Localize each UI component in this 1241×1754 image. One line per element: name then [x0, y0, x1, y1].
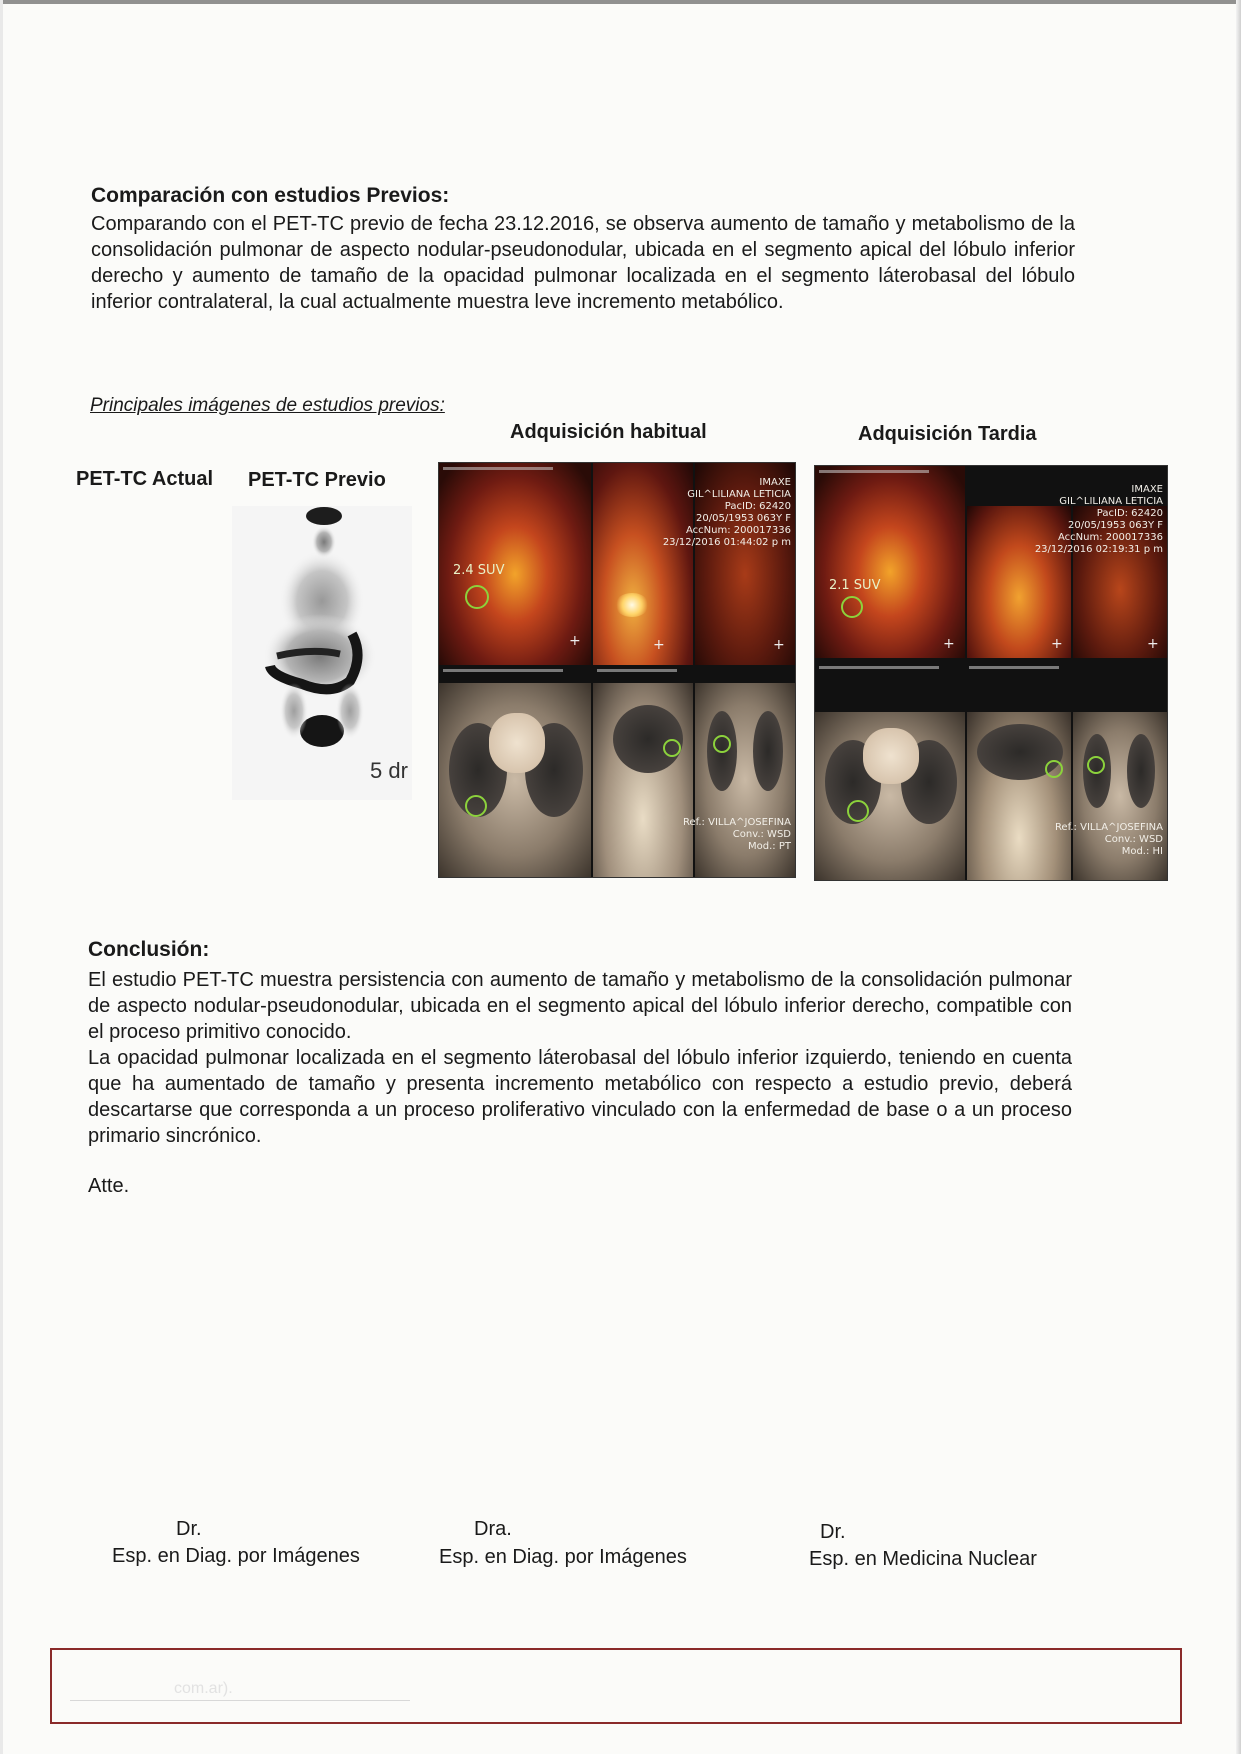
mip-figure: [232, 506, 412, 800]
overlay-line: Mod.: PT: [748, 841, 791, 852]
comparison-heading: Comparación con estudios Previos:: [91, 184, 450, 207]
whole-body-mip-image: [232, 506, 412, 800]
overlay-line: 23/12/2016 02:19:31 p m: [1034, 544, 1163, 555]
signature-title: Dr.: [820, 1521, 846, 1543]
header-text-strip: [969, 666, 1059, 669]
patient-overlay: [1035, 484, 1163, 556]
suv-label: 2.1 SUV: [829, 578, 881, 593]
label-previo: PET-TC Previo: [248, 469, 386, 491]
roi-circle: [465, 795, 487, 817]
crosshair-icon: +: [1051, 636, 1063, 652]
roi-circle: [663, 739, 681, 757]
header-text-strip: [443, 467, 553, 470]
signature-role: Esp. en Diag. por Imágenes: [439, 1546, 687, 1568]
overlay-line: AccNum: 200017336: [685, 525, 791, 536]
ct-axial-image: [439, 683, 591, 877]
heart-region: [863, 728, 919, 784]
roi-circle: [1087, 756, 1105, 774]
signature-role: Esp. en Diag. por Imágenes: [112, 1545, 360, 1567]
signature-role: Esp. en Medicina Nuclear: [809, 1548, 1037, 1570]
hotspot-mark: [615, 593, 649, 617]
crosshair-icon: +: [943, 636, 955, 652]
suv-label: 2.4 SUV: [453, 563, 505, 578]
footer-text: com.ar).: [174, 1680, 233, 1697]
crosshair-icon: +: [653, 637, 665, 653]
signature-title: Dr.: [176, 1518, 202, 1540]
overlay-line: Ref.: VILLA^JOSEFINA: [682, 817, 791, 828]
overlay-line: Ref.: VILLA^JOSEFINA: [1054, 822, 1163, 833]
roi-circle: [841, 596, 863, 618]
header-text-strip: [819, 666, 939, 669]
conclusion-paragraph: La opacidad pulmonar localizada en el segmento láterobasal del lóbulo inferior izquierdo, teniendo en cuenta que ha aumentado de tamaño y presenta incremento metabólico con respecto a estudio previo, deberá descartarse que corresponda a un proceso proliferativo vinculado con la enfermedad de base o a un proceso primario sincrónico.: [88, 1047, 1072, 1147]
overlay-line: IMAXE: [1131, 484, 1163, 495]
heart-region: [489, 713, 545, 773]
overlay-line: IMAXE: [759, 477, 791, 488]
label-tardia: Adquisición Tardia: [858, 423, 1037, 445]
crosshair-icon: +: [569, 633, 581, 649]
signature-title: Dra.: [474, 1518, 512, 1540]
referral-overlay: [683, 817, 791, 853]
comparison-text: [91, 211, 1075, 315]
referral-overlay: [1055, 822, 1163, 858]
overlay-line: GIL^LILIANA LETICIA: [1059, 496, 1163, 507]
crosshair-icon: +: [1147, 636, 1159, 652]
label-habitual: Adquisición habitual: [510, 421, 707, 443]
petct-panel-habitual: [438, 462, 796, 878]
conclusion-heading: Conclusión:: [88, 938, 210, 961]
ct-axial-image: [815, 712, 965, 880]
pet-axial-image: [815, 466, 965, 658]
header-text-strip: [443, 669, 563, 672]
conclusion-text: [88, 967, 1072, 1149]
overlay-line: PacID: 62420: [1096, 508, 1163, 519]
crosshair-icon: +: [773, 637, 785, 653]
roi-circle: [465, 585, 489, 609]
page-edge: [0, 0, 3, 1754]
roi-circle: [847, 800, 869, 822]
overlay-line: PacID: 62420: [724, 501, 791, 512]
overlay-line: AccNum: 200017336: [1057, 532, 1163, 543]
lung-right: [753, 711, 783, 791]
patient-overlay: [663, 477, 791, 549]
roi-circle: [1045, 760, 1063, 778]
overlay-line: Conv.: WSD: [1104, 834, 1163, 845]
overlay-line: Mod.: HI: [1121, 846, 1163, 857]
images-subheading: Principales imágenes de estudios previos:: [90, 395, 445, 416]
page-edge: [1236, 0, 1241, 1754]
overlay-line: 20/05/1953 063Y F: [696, 513, 791, 524]
lung-right: [1127, 734, 1155, 808]
page-edge: [0, 0, 1241, 4]
overlay-line: 23/12/2016 01:44:02 p m: [662, 537, 791, 548]
header-text-strip: [597, 669, 677, 672]
petct-panel-tardia: [814, 465, 1168, 881]
comparison-paragraph: Comparando con el PET-TC previo de fecha 23.12.2016, se observa aumento de tamaño y metabolismo de la consolidación pulmonar de aspecto nodular-pseudonodular, ubicada en el segmento apical del lóbulo inferior derecho y aumento de tamaño de la opacidad pulmonar localizada en el segmento láterobasal del lóbulo inferior contralateral, la cual actualmente muestra leve incremento metabólico.: [91, 213, 1075, 313]
header-text-strip: [819, 470, 929, 473]
overlay-line: 20/05/1953 063Y F: [1068, 520, 1163, 531]
label-actual: PET-TC Actual: [76, 468, 214, 490]
overlay-line: GIL^LILIANA LETICIA: [687, 489, 791, 500]
overlay-line: Conv.: WSD: [732, 829, 791, 840]
pet-axial-image: [439, 463, 591, 665]
mip-mark: 5 dr: [370, 758, 408, 783]
closing-text: Atte.: [88, 1175, 130, 1197]
footer-divider: [70, 1700, 410, 1701]
conclusion-paragraph: El estudio PET-TC muestra persistencia con aumento de tamaño y metabolismo de la consolidación pulmonar de aspecto nodular-pseudonodular, ubicada en el segmento apical del lóbulo inferior derecho, compatible con el proceso primitivo conocido.: [88, 969, 1072, 1043]
ct-sagittal-image: [593, 683, 693, 877]
roi-circle: [713, 735, 731, 753]
footer-box: [50, 1648, 1182, 1724]
